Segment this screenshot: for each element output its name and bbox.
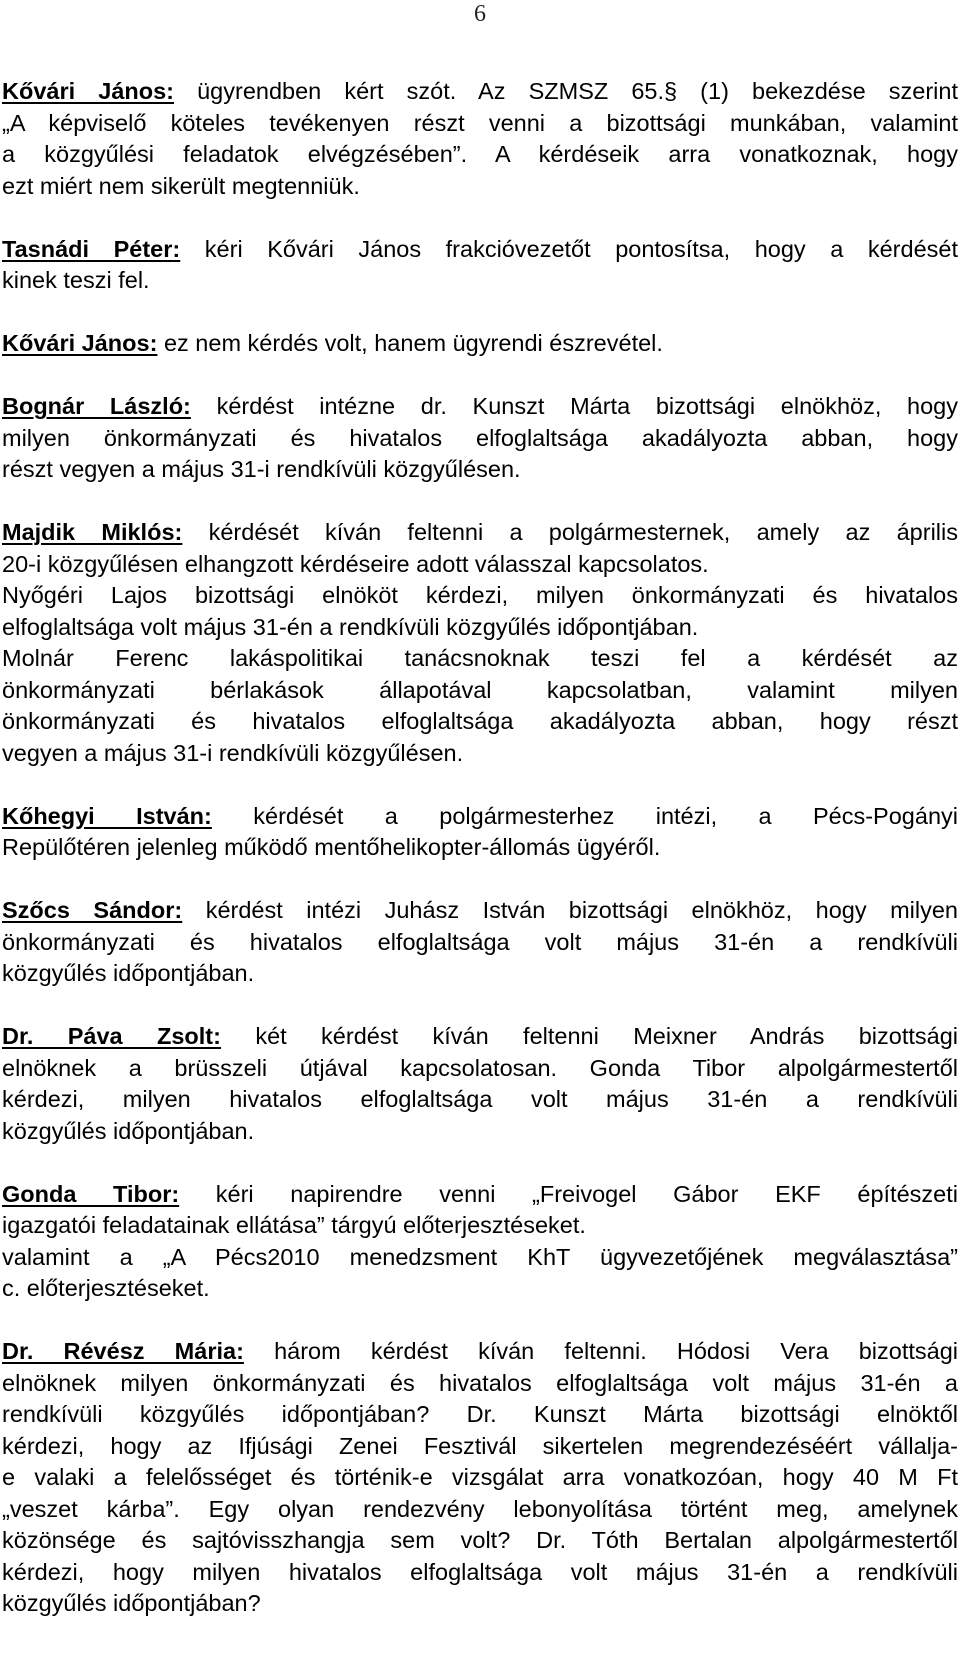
text-line <box>2 1053 958 1085</box>
text-line <box>2 76 958 108</box>
text-line <box>2 706 958 738</box>
text-line <box>2 1021 958 1053</box>
text-line <box>2 171 958 203</box>
line-text: elnöknek milyen önkormányzati és hivatalos elfoglaltsága volt május 31-én a <box>2 1369 958 1396</box>
speaker-name: Kőhegyi István: <box>2 802 212 829</box>
speaker-name: Szőcs Sándor: <box>2 897 183 923</box>
text-line <box>2 1179 958 1211</box>
speaker-name: Dr. Páva Zsolt: <box>2 1023 221 1049</box>
text-line <box>2 1525 958 1557</box>
text-line <box>2 517 958 549</box>
line-text: „A képviselő köteles tevékenyen részt venni a bizottsági munkában, valamint <box>2 109 958 136</box>
text-line <box>2 1494 958 1526</box>
text-line <box>2 234 958 266</box>
speaker-name: Bognár László: <box>2 393 191 419</box>
text-line <box>2 139 958 171</box>
paragraph <box>2 328 958 360</box>
line-text: kéri Kővári János frakcióvezetőt pontosítsa, hogy a kérdését <box>180 235 958 262</box>
text-line <box>2 738 958 770</box>
speaker-name: Tasnádi Péter: <box>2 235 181 262</box>
speaker-name: Dr. Révész Mária: <box>2 1338 244 1364</box>
line-text: vegyen a május 31-i rendkívüli közgyűlésen. <box>2 739 464 766</box>
line-text: rendkívüli közgyűlés időpontjában? Dr. Kunszt Márta bizottsági elnöktől <box>2 1401 958 1427</box>
line-text: a közgyűlési feladatok elvégzésében”. A kérdéseik arra vonatkoznak, hogy <box>2 141 958 167</box>
line-text: kérdést intézne dr. Kunszt Márta bizottsági elnökhöz, hogy <box>190 393 959 419</box>
line-text: ez nem kérdés volt, hanem ügyrendi észrevétel. <box>157 330 663 356</box>
line-text: elfoglaltsága volt május 31-én a rendkívüli közgyűlés időpontjában. <box>2 613 699 640</box>
text-line <box>2 108 958 140</box>
line-text: kérdést intézi Juhász István bizottsági elnökhöz, hogy milyen <box>182 897 958 923</box>
line-text: kinek teszi fel. <box>2 267 150 293</box>
line-text: c. előterjesztéseket. <box>2 1275 210 1301</box>
text-line <box>2 391 958 423</box>
line-text: valamint a „A Pécs2010 menedzsment KhT ügyvezetőjének megválasztása” <box>2 1243 958 1270</box>
text-line <box>2 423 958 455</box>
text-line <box>2 1273 958 1305</box>
paragraph <box>2 1336 958 1620</box>
paragraph <box>2 391 958 486</box>
line-text: elnöknek a brüsszeli útjával kapcsolatosan. Gonda Tibor alpolgármestertől <box>2 1054 958 1081</box>
text-line <box>2 1210 958 1242</box>
text-line <box>2 895 958 927</box>
text-line <box>2 454 958 486</box>
line-text: kéri napirendre venni „Freivogel Gábor EKF építészeti <box>179 1180 958 1207</box>
text-line <box>2 675 958 707</box>
line-text: részt vegyen a május 31-i rendkívüli közgyűlésen. <box>2 456 521 482</box>
text-line <box>2 1084 958 1116</box>
text-line <box>2 801 958 833</box>
line-text: közgyűlés időpontjában? <box>2 1590 261 1616</box>
line-text: milyen önkormányzati és hivatalos elfoglaltsága akadályozta abban, hogy <box>2 424 958 451</box>
speaker-name: Gonda Tibor: <box>2 1180 180 1207</box>
paragraph <box>2 1021 958 1147</box>
line-text: két kérdést kíván feltenni Meixner András bizottsági <box>220 1023 958 1049</box>
speaker-name: Majdik Miklós: <box>2 519 183 545</box>
text-line <box>2 265 958 297</box>
text-line <box>2 643 958 675</box>
paragraph <box>2 1179 958 1305</box>
line-text: kérdezi, hogy milyen hivatalos elfoglaltsága volt május 31-én a rendkívüli <box>2 1558 958 1585</box>
text-line <box>2 1431 958 1463</box>
line-text: 20-i közgyűlésen elhangzott kérdéseire adott válasszal kapcsolatos. <box>2 550 709 577</box>
text-line <box>2 549 958 581</box>
line-text: igazgatói feladatainak ellátása” tárgyú előterjesztéseket. <box>2 1212 586 1238</box>
text-line <box>2 1588 958 1620</box>
line-text: e valaki a felelősséget és történik-e vizsgálat arra vonatkozóan, hogy 40 M Ft <box>2 1464 958 1490</box>
text-line <box>2 612 958 644</box>
text-line <box>2 958 958 990</box>
line-text: Molnár Ferenc lakáspolitikai tanácsnoknak teszi fel a kérdését az <box>2 645 958 671</box>
page-number: 6 <box>474 1 486 27</box>
paragraph <box>2 895 958 990</box>
speaker-name: Kővári János: <box>2 330 158 356</box>
text-line <box>2 1242 958 1274</box>
line-text: közönsége és sajtóvisszhangja sem volt? Dr. Tóth Bertalan alpolgármestertől <box>2 1527 958 1553</box>
text-line <box>2 832 958 864</box>
paragraph <box>2 517 958 769</box>
line-text: önkormányzati bérlakások állapotával kapcsolatban, valamint milyen <box>2 676 958 703</box>
document-body <box>2 76 958 1651</box>
line-text: kérdését a polgármesterhez intézi, a Pécs-Pogányi <box>211 802 958 829</box>
line-text: kérdését kíván feltenni a polgármesternek, amely az április <box>182 519 958 545</box>
text-line <box>2 927 958 959</box>
line-text: „veszet kárba”. Egy olyan rendezvény lebonyolítása történt meg, amelynek <box>2 1495 958 1522</box>
line-text: kérdezi, hogy az Ifjúsági Zenei Fesztivál sikertelen megrendezéséért vállalja- <box>2 1432 958 1459</box>
line-text: ezt miért nem sikerült megtenniük. <box>2 172 360 199</box>
line-text: önkormányzati és hivatalos elfoglaltsága volt május 31-én a rendkívüli <box>2 928 958 955</box>
line-text: kérdezi, milyen hivatalos elfoglaltsága volt május 31-én a rendkívüli <box>2 1086 958 1112</box>
line-text: három kérdést kíván feltenni. Hódosi Vera bizottsági <box>243 1338 959 1364</box>
paragraph <box>2 76 958 202</box>
speaker-name: Kővári János: <box>2 78 174 104</box>
text-line <box>2 1399 958 1431</box>
paragraph <box>2 801 958 864</box>
text-line <box>2 580 958 612</box>
text-line <box>2 1557 958 1589</box>
line-text: ügyrendben kért szót. Az SZMSZ 65.§ (1) bekezdése szerint <box>174 78 958 104</box>
line-text: közgyűlés időpontjában. <box>2 1117 255 1144</box>
line-text: önkormányzati és hivatalos elfoglaltsága akadályozta abban, hogy részt <box>2 708 958 734</box>
line-text: közgyűlés időpontjában. <box>2 960 255 986</box>
text-line <box>2 328 958 360</box>
text-line <box>2 1368 958 1400</box>
paragraph <box>2 234 958 297</box>
text-line <box>2 1336 958 1368</box>
line-text: Nyőgéri Lajos bizottsági elnököt kérdezi, milyen önkormányzati és hivatalos <box>2 582 958 608</box>
text-line <box>2 1116 958 1148</box>
text-line <box>2 1462 958 1494</box>
line-text: Repülőtéren jelenleg működő mentőhelikopter-állomás ügyéről. <box>2 834 661 860</box>
